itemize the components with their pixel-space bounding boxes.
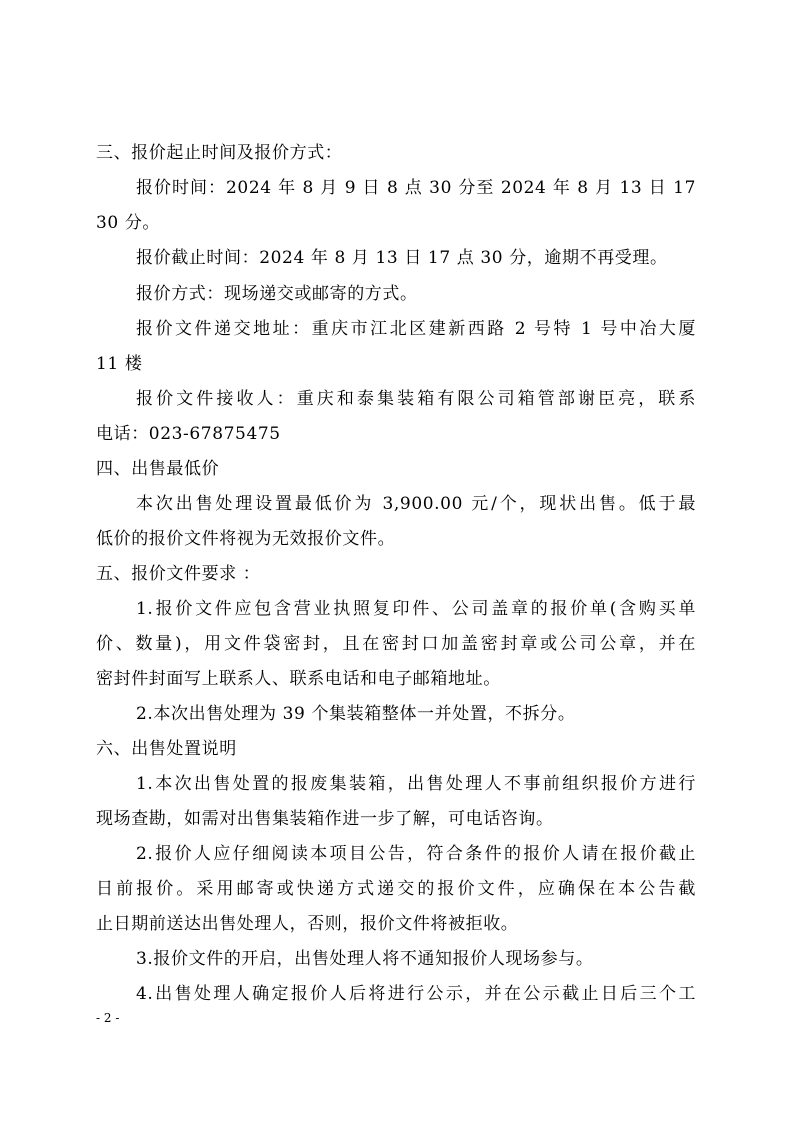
paragraph-line: 报价方式：现场递交或邮寄的方式。 bbox=[136, 284, 418, 304]
paragraph-line: 报价文件递交地址：重庆市江北区建新西路 2 号特 1 号中冶大厦 bbox=[136, 319, 696, 339]
section-heading-6: 六、出售处置说明 bbox=[96, 739, 237, 759]
paragraph-line: 3.报价文件的开启，出售处理人将不通知报价人现场参与。 bbox=[136, 949, 594, 969]
paragraph-line: 日前报价。采用邮寄或快递方式递交的报价文件，应确保在本公告截 bbox=[96, 879, 696, 899]
paragraph-line: 电话：023-67875475 bbox=[96, 424, 281, 444]
section-heading-5: 五、报价文件要求 ： bbox=[96, 564, 261, 584]
paragraph-line: 11 楼 bbox=[96, 354, 143, 374]
paragraph-line: 1.报价文件应包含营业执照复印件、公司盖章的报价单(含购买单 bbox=[136, 599, 696, 619]
paragraph-line: 止日期前送达出售处理人，否则，报价文件将被拒收。 bbox=[96, 914, 519, 934]
paragraph-line: 价、数量)，用文件袋密封，且在密封口加盖密封章或公司公章，并在 bbox=[96, 634, 696, 654]
paragraph-line: 2.报价人应仔细阅读本项目公告，符合条件的报价人请在报价截止 bbox=[136, 844, 696, 864]
paragraph-line: 本次出售处理设置最低价为 3,900.00 元/个，现状出售。低于最 bbox=[136, 494, 696, 514]
page-number: - 2 - bbox=[96, 1011, 120, 1025]
paragraph-line: 2.本次出售处理为 39 个集装箱整体一并处置，不拆分。 bbox=[136, 704, 576, 724]
paragraph-line: 4.出售处理人确定报价人后将进行公示，并在公示截止日后三个工 bbox=[136, 984, 696, 1004]
paragraph-line: 1.本次出售处置的报废集装箱，出售处理人不事前组织报价方进行 bbox=[136, 774, 696, 794]
paragraph-line: 报价时间：2024 年 8 月 9 日 8 点 30 分至 2024 年 8 月 13 日 17 bbox=[136, 178, 696, 198]
paragraph-line: 低价的报价文件将视为无效报价文件。 bbox=[96, 529, 396, 549]
paragraph-line: 报价文件接收人：重庆和泰集装箱有限公司箱管部谢臣亮，联系 bbox=[136, 389, 696, 409]
section-heading-3: 三、报价起止时间及报价方式： bbox=[96, 143, 343, 163]
section-heading-4: 四、出售最低价 bbox=[96, 459, 220, 479]
paragraph-line: 30 分。 bbox=[96, 213, 161, 233]
paragraph-line: 现场查勘，如需对出售集装箱作进一步了解，可电话咨询。 bbox=[96, 809, 554, 829]
paragraph-line: 密封件封面写上联系人、联系电话和电子邮箱地址。 bbox=[96, 669, 501, 689]
paragraph-line: 报价截止时间：2024 年 8 月 13 日 17 点 30 分，逾期不再受理。 bbox=[136, 248, 668, 268]
